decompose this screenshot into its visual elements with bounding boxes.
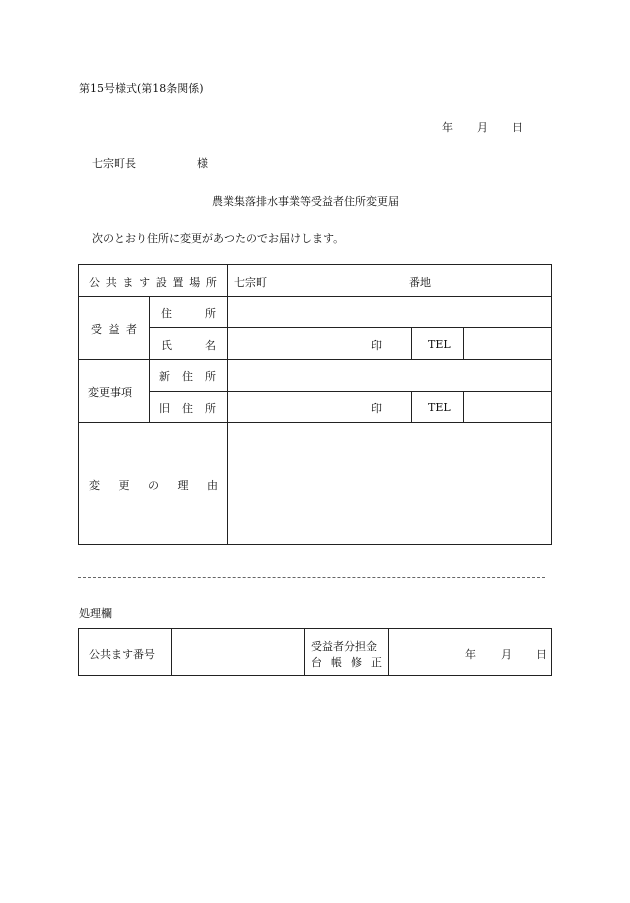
- tel-label: TEL: [428, 338, 451, 351]
- label-char: 旧: [159, 402, 170, 415]
- name-label: [161, 337, 216, 353]
- public-basin-number-label: 公共ます番号: [89, 648, 155, 661]
- address-label: [161, 305, 216, 321]
- table-rule: [463, 391, 464, 422]
- old-address-label: [159, 400, 216, 416]
- location-label: [89, 274, 217, 290]
- table-rule: [149, 296, 150, 422]
- label-char: 理: [177, 479, 189, 492]
- label-char: 所: [205, 402, 216, 415]
- beneficiary-label: [91, 321, 137, 337]
- location-town: 七宗町: [234, 276, 267, 289]
- label-char: 氏: [161, 339, 172, 352]
- table-rule: [149, 327, 552, 328]
- label-char: 台: [311, 656, 322, 669]
- date-month: 月: [477, 121, 488, 134]
- ledger-label-line2: [311, 654, 382, 670]
- label-char: 場: [189, 276, 201, 289]
- reason-label: [89, 477, 218, 493]
- label-char: 更: [118, 479, 130, 492]
- label-char: 新: [159, 370, 170, 383]
- label-char: 所: [205, 276, 217, 289]
- date-day: 日: [512, 121, 523, 134]
- label-char: 変: [89, 479, 100, 492]
- table-rule: [149, 391, 552, 392]
- date-year: 年: [442, 121, 453, 134]
- table-rule: [463, 327, 464, 359]
- label-char: 益: [108, 323, 120, 336]
- table-rule: [304, 628, 305, 676]
- label-char: 設: [155, 276, 167, 289]
- table-rule: [227, 264, 228, 545]
- form-number: 第15号様式(第18条関係): [79, 82, 204, 95]
- tel-label: TEL: [428, 401, 451, 414]
- change-items-label: 変更事項: [88, 386, 132, 399]
- label-char: す: [139, 276, 151, 289]
- intro-text: 次のとおり住所に変更があつたのでお届けします。: [92, 232, 345, 245]
- label-char: 住: [161, 307, 172, 320]
- processing-year: 年: [465, 648, 476, 661]
- processing-month: 月: [501, 648, 512, 661]
- processing-heading: 処理欄: [79, 607, 112, 620]
- label-char: 所: [205, 307, 216, 320]
- processing-day: 日: [536, 648, 547, 661]
- label-char: 帳: [331, 656, 342, 669]
- label-char: 正: [371, 656, 382, 669]
- label-char: 置: [172, 276, 184, 289]
- label-char: 修: [351, 656, 362, 669]
- label-char: 住: [182, 402, 193, 415]
- label-char: の: [148, 479, 159, 492]
- label-char: 所: [205, 370, 216, 383]
- seal-mark: 印: [371, 402, 382, 415]
- seal-mark: 印: [371, 339, 382, 352]
- cut-line: [78, 577, 545, 578]
- table-rule: [78, 422, 552, 423]
- table-rule: [171, 628, 172, 676]
- label-char: 公: [89, 276, 100, 289]
- label-char: 由: [207, 479, 218, 492]
- new-address-label: [159, 368, 216, 384]
- table-rule: [388, 628, 389, 676]
- label-char: 受: [91, 323, 102, 336]
- label-char: 共: [105, 276, 117, 289]
- addressee-name: 七宗町長: [92, 157, 136, 170]
- label-char: ま: [122, 276, 134, 289]
- ledger-label-line1: 受益者分担金: [311, 640, 377, 653]
- location-banchi: 番地: [409, 276, 431, 289]
- label-char: 者: [126, 323, 137, 336]
- table-rule: [411, 327, 412, 359]
- label-char: 名: [205, 339, 216, 352]
- document-title: 農業集落排水事業等受益者住所変更届: [212, 195, 399, 208]
- label-char: 住: [182, 370, 193, 383]
- table-rule: [411, 391, 412, 422]
- addressee-honorific: 様: [197, 157, 208, 170]
